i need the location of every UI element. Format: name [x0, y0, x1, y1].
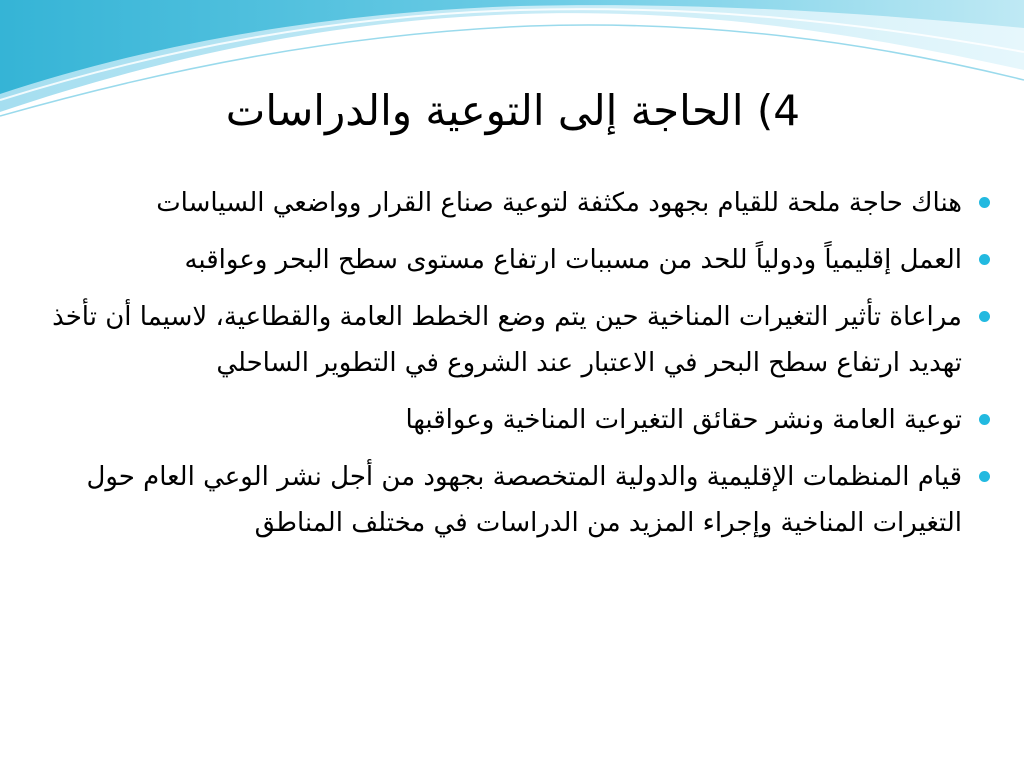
bullet-dot-icon [979, 414, 990, 425]
bullet-item [40, 180, 992, 226]
bullet-dot-icon [979, 197, 990, 208]
bullet-text: العمل إقليمياً ودولياً للحد من مسببات ارتفاع مستوى سطح البحر وعواقبه [184, 245, 962, 275]
bullet-text: قيام المنظمات الإقليمية والدولية المتخصصة بجهود من أجل نشر الوعي العام حول التغيرات المناخية وإجراء المزيد من الدراسات في مختلف المناطق [86, 462, 962, 538]
bullet-item [40, 294, 992, 386]
bullet-list [40, 180, 992, 557]
bullet-item [40, 397, 992, 443]
bullet-text: توعية العامة ونشر حقائق التغيرات المناخية وعواقبها [405, 405, 962, 435]
bullet-dot-icon [979, 254, 990, 265]
bullet-text: هناك حاجة ملحة للقيام بجهود مكثفة لتوعية صناع القرار وواضعي السياسات [156, 188, 962, 218]
bullet-item [40, 454, 992, 546]
bullet-item [40, 237, 992, 283]
bullet-text: مراعاة تأثير التغيرات المناخية حين يتم وضع الخطط العامة والقطاعية، لاسيما أن تأخذ تهديد ارتفاع سطح البحر في الاعتبار عند الشروع في التطوير الساحلي [52, 302, 962, 378]
bullet-dot-icon [979, 471, 990, 482]
slide-title: 4) الحاجة إلى التوعية والدراسات [225, 86, 800, 135]
bullet-dot-icon [979, 311, 990, 322]
